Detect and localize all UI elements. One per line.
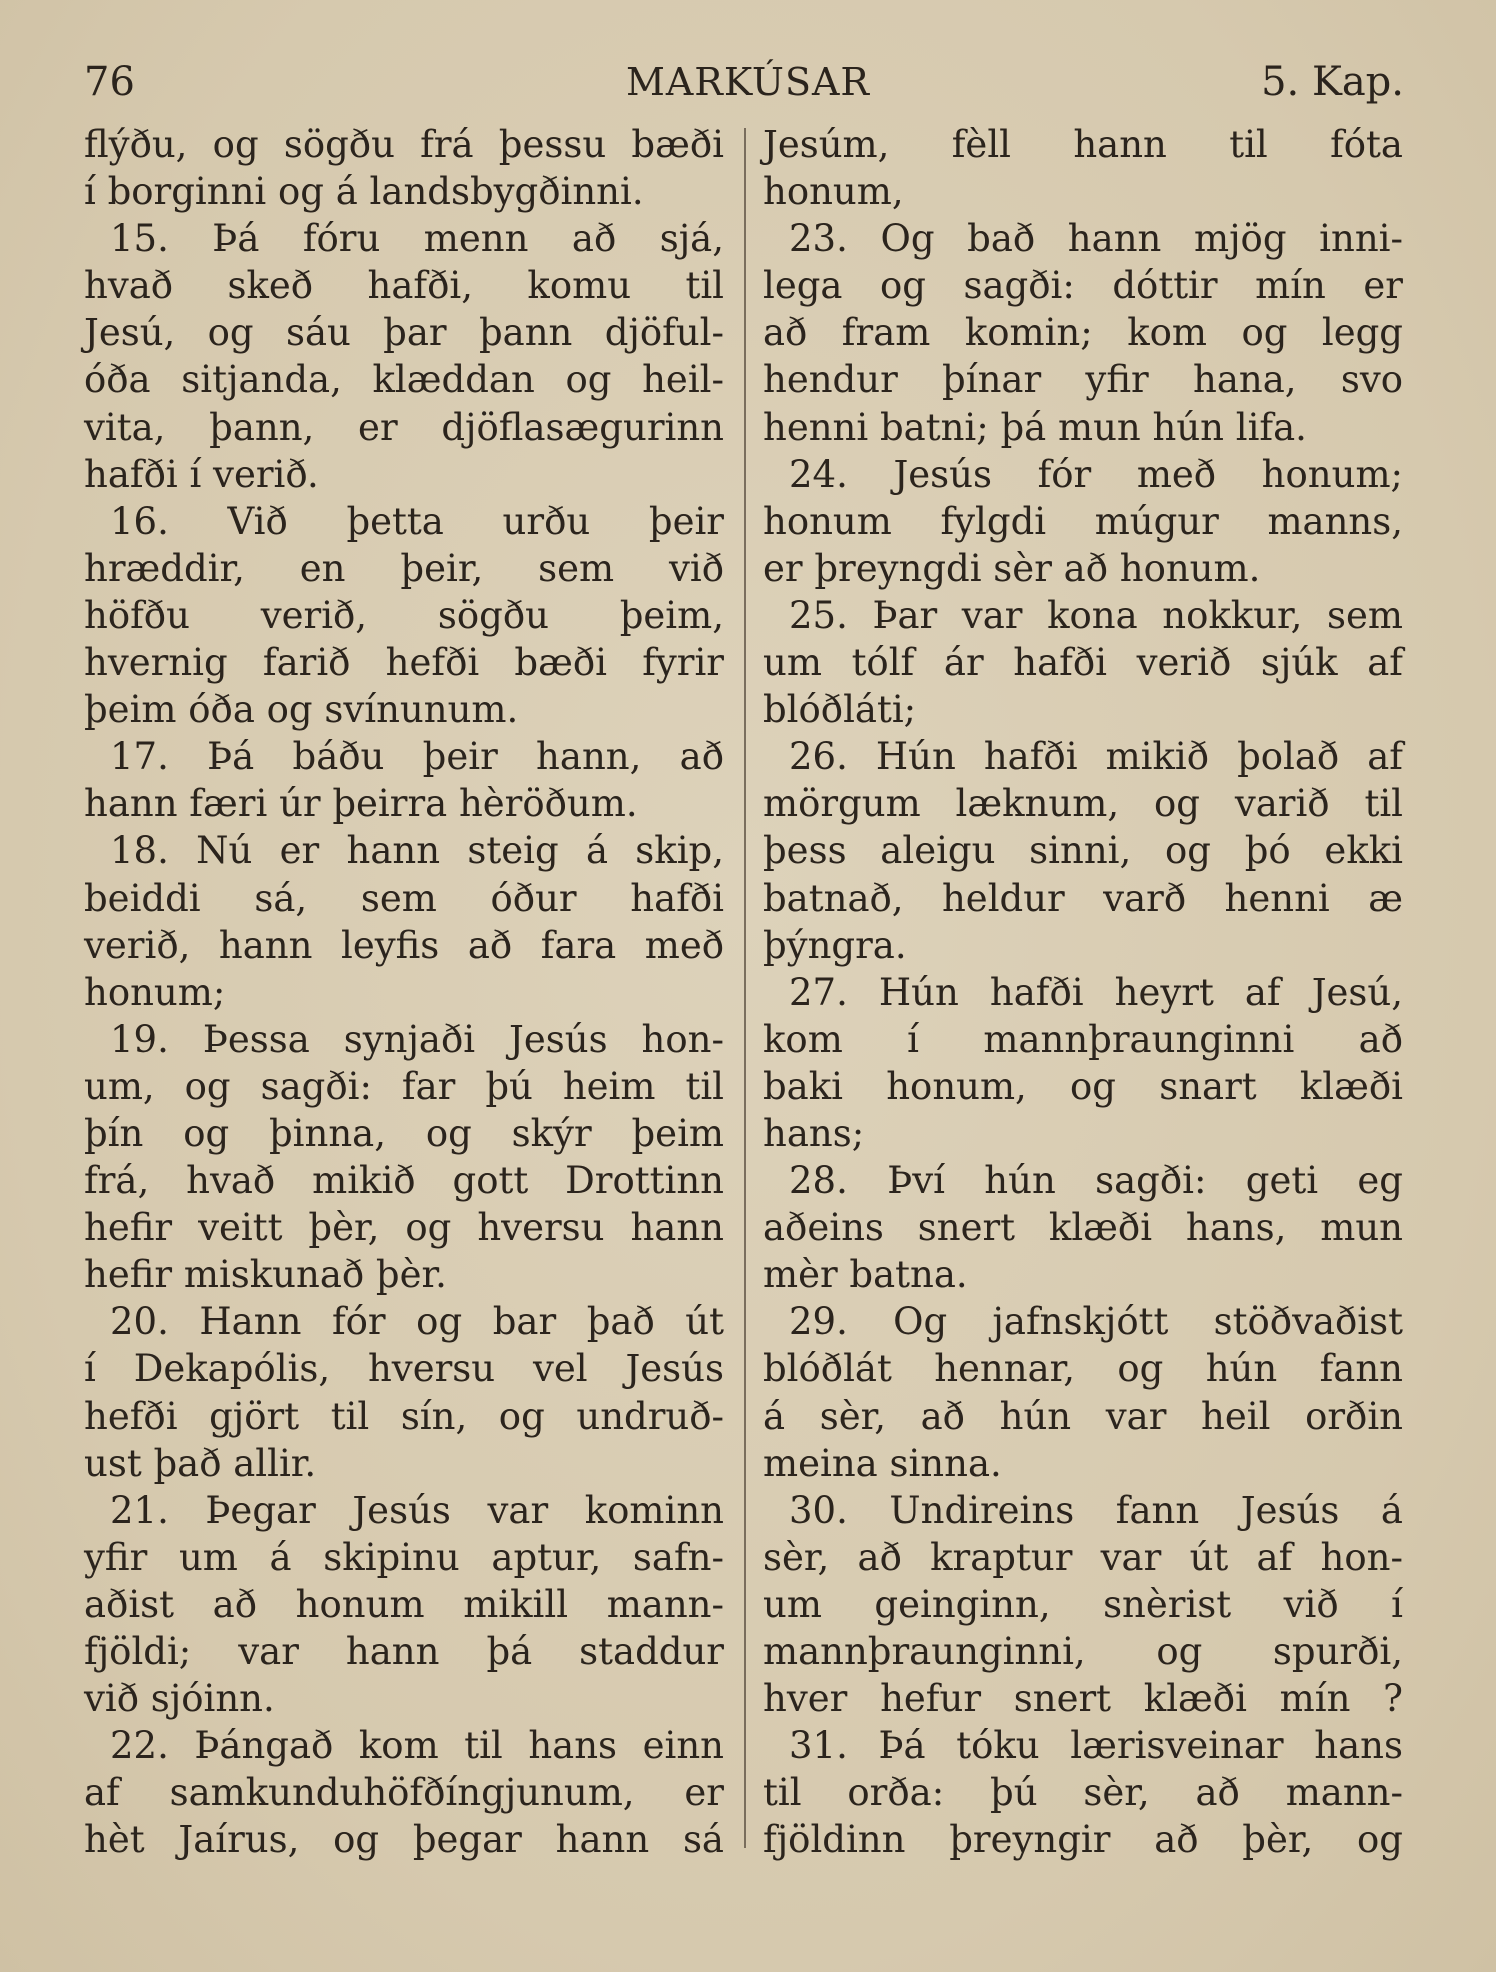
text-line: 15. Þá fóru menn að sjá, (110, 217, 724, 261)
text-line: 25. Þar var kona nokkur, sem (789, 593, 1403, 637)
running-title: MARKÚSAR (625, 60, 871, 104)
text-line: þess aleigu sinni, og þó ekki (763, 829, 1403, 873)
text-line: 30. Undireins fann Jesús á (789, 1488, 1403, 1532)
text-line: meina sinna. (763, 1441, 1002, 1485)
text-line: þeim óða og svínunum. (84, 688, 519, 732)
text-line: yfir um á skipinu aptur, safn- (84, 1535, 724, 1579)
text-line: beiddi sá, sem óður hafði (84, 876, 724, 920)
text-line: fjöldi; var hann þá staddur (84, 1630, 724, 1673)
text-line: hefði gjört til sín, og undruð- (84, 1394, 724, 1438)
text-line: Jesú, og sáu þar þann djöful- (84, 311, 724, 355)
text-line: er þreyngdi sèr að honum. (763, 546, 1261, 590)
text-line: honum; (84, 970, 226, 1014)
left-column (84, 121, 724, 1863)
text-line: 26. Hún hafði mikið þolað af (789, 735, 1403, 779)
text-line: hendur þínar yfir hana, svo (763, 358, 1403, 402)
text-line: hans; (763, 1111, 865, 1155)
text-line: hvernig farið hefði bæði fyrir (84, 641, 724, 685)
text-line: hefir miskunað þèr. (84, 1253, 447, 1297)
text-line: 31. Þá tóku lærisveinar hans (789, 1724, 1403, 1768)
text-line: hver hefur snert klæði mín ? (763, 1677, 1403, 1721)
text-line: 27. Hún hafði heyrt af Jesú, (789, 970, 1403, 1014)
text-line: verið, hann leyfis að fara með (84, 923, 724, 967)
text-line: 22. Þángað kom til hans einn (110, 1724, 724, 1768)
text-line: í Dekapólis, hversu vel Jesús (84, 1347, 724, 1391)
chapter-label: 5. Kap. (1261, 59, 1404, 105)
text-line: að fram komin; kom og legg (763, 311, 1403, 355)
text-line: þín og þinna, og skýr þeim (84, 1111, 724, 1155)
text-line: hræddir, en þeir, sem við (84, 546, 724, 590)
text-line: sèr, að kraptur var út af hon- (763, 1535, 1403, 1579)
text-line: 23. Og bað hann mjög inni- (789, 217, 1403, 261)
text-line: aðeins snert klæði hans, mun (763, 1206, 1403, 1250)
text-line: henni batni; þá mun hún lifa. (763, 405, 1307, 449)
text-line: aðist að honum mikill mann- (84, 1582, 724, 1626)
text-line: 24. Jesús fór með honum; (789, 452, 1403, 496)
text-line: mörgum læknum, og varið til (763, 782, 1403, 826)
text-line: hefir veitt þèr, og hversu hann (84, 1206, 724, 1250)
text-line: honum, (763, 170, 904, 214)
text-line: hèt Jaírus, og þegar hann sá (84, 1818, 724, 1862)
text-line: þýngra. (763, 923, 907, 967)
text-line: mèr batna. (763, 1253, 968, 1297)
text-line: mannþraunginni, og spurði, (763, 1630, 1403, 1673)
text-line: til orða: þú sèr, að mann- (763, 1771, 1403, 1815)
text-line: 17. Þá báðu þeir hann, að (110, 735, 724, 779)
text-line: fjöldinn þreyngir að þèr, og (763, 1818, 1403, 1862)
text-line: blóðláti; (763, 688, 917, 732)
text-line: 19. Þessa synjaði Jesús hon- (110, 1017, 724, 1061)
text-line: blóðlát hennar, og hún fann (763, 1347, 1403, 1391)
text-line: lega og sagði: dóttir mín er (763, 264, 1403, 308)
text-line: um tólf ár hafði verið sjúk af (763, 641, 1403, 685)
text-line: 16. Við þetta urðu þeir (110, 499, 724, 543)
text-line: við sjóinn. (84, 1677, 275, 1721)
text-line: kom í mannþraunginni að (763, 1017, 1403, 1061)
text-line: baki honum, og snart klæði (763, 1064, 1403, 1108)
text-line: hafði í verið. (84, 452, 319, 496)
text-line: 20. Hann fór og bar það út (110, 1300, 724, 1344)
text-line: flýðu, og sögðu frá þessu bæði (84, 123, 724, 166)
text-line: Jesúm, fèll hann til fóta (763, 123, 1403, 166)
text-line: vita, þann, er djöflasægurinn (84, 405, 724, 449)
text-line: 18. Nú er hann steig á skip, (110, 829, 724, 873)
text-line: hann færi úr þeirra hèröðum. (84, 782, 638, 826)
text-line: 29. Og jafnskjótt stöðvaðist (789, 1300, 1403, 1344)
text-line: af samkunduhöfðíngjunum, er (84, 1771, 724, 1815)
text-line: óða sitjanda, klæddan og heil- (84, 358, 724, 402)
column-divider (744, 128, 746, 1848)
text-line: hvað skeð hafði, komu til (84, 264, 724, 308)
text-line: frá, hvað mikið gott Drottinn (84, 1159, 724, 1203)
right-column (763, 121, 1403, 1863)
page-number: 76 (84, 59, 135, 105)
text-line: 21. Þegar Jesús var kominn (110, 1488, 724, 1532)
text-line: honum fylgdi múgur manns, (763, 499, 1403, 543)
text-line: batnað, heldur varð henni æ (763, 876, 1403, 920)
text-line: í borginni og á landsbygðinni. (84, 170, 644, 214)
text-line: um geinginn, snèrist við í (763, 1582, 1403, 1626)
text-line: höfðu verið, sögðu þeim, (84, 593, 724, 637)
text-line: ust það allir. (84, 1441, 317, 1485)
text-line: 28. Því hún sagði: geti eg (789, 1159, 1403, 1203)
text-line: um, og sagði: far þú heim til (84, 1064, 724, 1108)
text-line: á sèr, að hún var heil orðin (763, 1394, 1403, 1438)
